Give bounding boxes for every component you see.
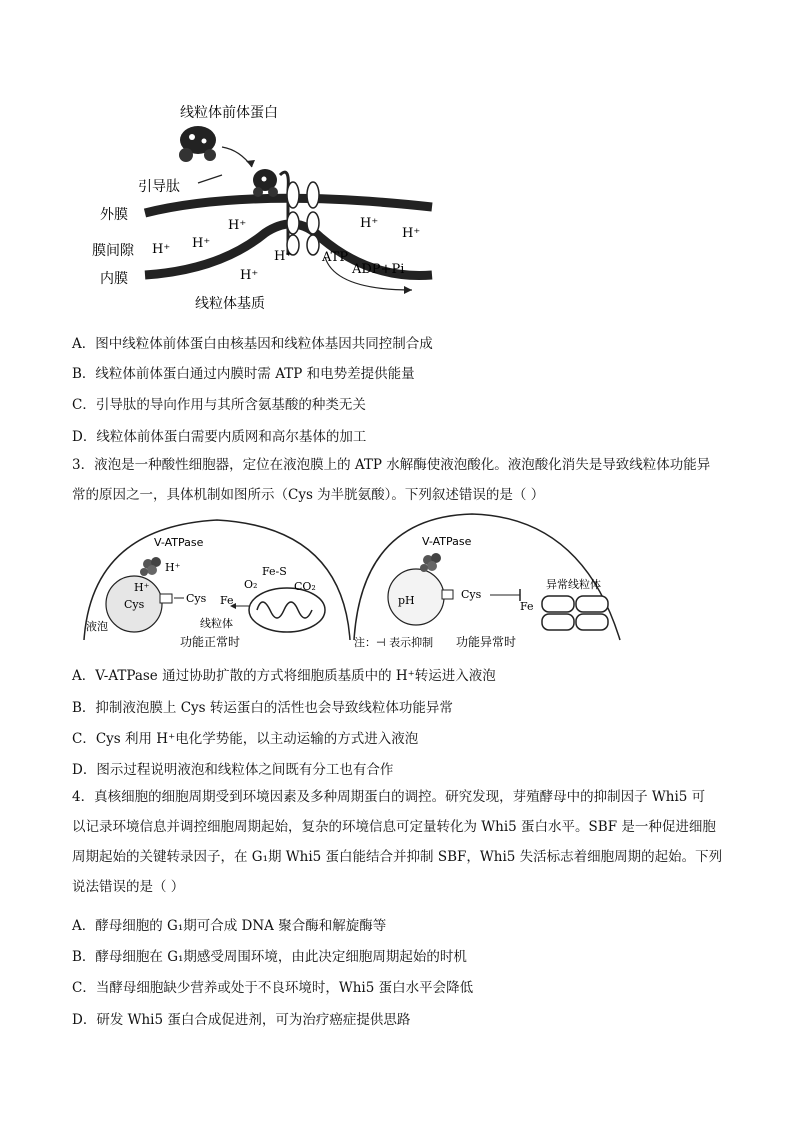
q2-option-a: A．图中线粒体前体蛋白由核基因和线粒体基因共同控制合成 <box>72 336 433 352</box>
precursor-protein-icon <box>179 126 216 162</box>
note-label: 注：⊣ 表示抑制 <box>354 636 434 649</box>
cys-transporter-left <box>160 594 172 603</box>
vatpase-label-left: V-ATPase <box>154 536 204 549</box>
v-atpase-icon-right <box>420 553 441 572</box>
inner-membrane-label: 内膜 <box>100 271 128 287</box>
intermembrane-label: 膜间隙 <box>92 243 134 259</box>
q2-option-c: C．引导肽的导向作用与其所含氨基酸的种类无关 <box>72 397 366 413</box>
abnormal-mito-label: 异常线粒体 <box>546 578 601 591</box>
translocase-icon <box>287 182 319 255</box>
q3-stem <box>72 450 727 510</box>
o2-label: O₂ <box>244 578 258 591</box>
atp-label: ATP <box>322 250 349 265</box>
q3-option-a: A．V-ATPase 通过协助扩散的方式将细胞质基质中的 H⁺转运进入液泡 <box>72 668 496 684</box>
fe-label-left: Fe <box>220 594 234 607</box>
q4-line-4: 说法错误的是（ ） <box>72 879 185 895</box>
receptor-protein-icon <box>253 169 278 197</box>
co2-label: CO₂ <box>294 580 316 593</box>
q3-option-b: B．抑制液泡膜上 Cys 转运蛋白的活性也会导致线粒体功能异常 <box>72 700 453 716</box>
q4-stem <box>72 782 727 902</box>
q4-option-a: A．酵母细胞的 G₁期可合成 DNA 聚合酶和解旋酶等 <box>72 918 387 934</box>
cys-label-right: Cys <box>461 588 482 601</box>
h-label-a: H⁺ <box>165 561 181 574</box>
h-plus-3: H⁺ <box>152 242 171 257</box>
vatpase-label-right: V-ATPase <box>422 535 472 548</box>
q3-option-d: D．图示过程说明液泡和线粒体之间既有分工也有合作 <box>72 762 394 778</box>
outer-membrane-label: 外膜 <box>100 207 128 223</box>
abnormal-mitochondria-icon <box>542 596 608 630</box>
h-plus-1: H⁺ <box>228 218 247 233</box>
q2-option-b: B．线粒体前体蛋白通过内膜时需 ATP 和电势差提供能量 <box>72 366 415 382</box>
q2-option-d: D．线粒体前体蛋白需要内质网和高尔基体的加工 <box>72 429 367 445</box>
cys-label-inside: Cys <box>124 598 145 611</box>
h-plus-7: H⁺ <box>402 226 421 241</box>
v-atpase-icon-left <box>140 557 161 576</box>
vacuole-label: 液泡 <box>86 620 108 633</box>
adp-pi-label: ADP+Pi <box>352 262 405 277</box>
fe-s-label: Fe-S <box>262 565 287 578</box>
h-plus-5: H⁺ <box>240 268 259 283</box>
mitochondria-import-figure <box>80 95 440 320</box>
matrix-label: 线粒体基质 <box>195 296 265 312</box>
q4-line-2: 以记录环境信息并调控细胞周期起始，复杂的环境信息可定量转化为 Whi5 蛋白水平。SBF 是一种促进细胞 <box>72 819 716 835</box>
abnormal-caption: 功能异常时 <box>456 635 517 649</box>
h-label-b: H⁺ <box>134 581 150 594</box>
q4-line-3: 周期起始的关键转录因子，在 G₁期 Whi5 蛋白能结合并抑制 SBF，Whi5 失活标志着细胞周期的起始。下列 <box>72 849 723 865</box>
fe-label-right: Fe <box>520 600 534 613</box>
q4-option-b: B．酵母细胞在 G₁期感受周围环境，由此决定细胞周期起始的时机 <box>72 949 467 965</box>
h-plus-4: H⁺ <box>274 249 293 264</box>
mitochondrion-normal-icon <box>249 588 325 632</box>
fig1-title: 线粒体前体蛋白 <box>180 105 278 121</box>
cys-label-outside: Cys <box>186 592 207 605</box>
vacuole-mitochondria-figure <box>72 512 632 652</box>
h-plus-6: H⁺ <box>360 216 379 231</box>
signal-peptide-label: 引导肽 <box>138 179 180 195</box>
mitochondrion-label: 线粒体 <box>200 617 233 630</box>
q3-line-1: 3．液泡是一种酸性细胞器，定位在液泡膜上的 ATP 水解酶使液泡酸化。液泡酸化消失是导致线粒体功能异 <box>72 457 711 473</box>
q4-option-c: C．当酵母细胞缺少营养或处于不良环境时，Whi5 蛋白水平会降低 <box>72 980 474 996</box>
normal-caption: 功能正常时 <box>180 635 241 649</box>
q4-option-d: D．研发 Whi5 蛋白合成促进剂，可为治疗癌症提供思路 <box>72 1012 411 1028</box>
cys-transporter-right <box>442 590 453 599</box>
ph-label: pH <box>398 594 415 607</box>
h-plus-2: H⁺ <box>192 236 211 251</box>
q4-line-1: 4．真核细胞的细胞周期受到环境因素及多种周期蛋白的调控。研究发现，芽殖酵母中的抑制因子 Whi5 可 <box>72 789 706 805</box>
q3-line-2: 常的原因之一，具体机制如图所示（Cys 为半胱氨酸）。下列叙述错误的是（ ） <box>72 487 545 503</box>
q3-option-c: C．Cys 利用 H⁺电化学势能，以主动运输的方式进入液泡 <box>72 731 419 747</box>
vacuole-abnormal <box>388 569 444 625</box>
